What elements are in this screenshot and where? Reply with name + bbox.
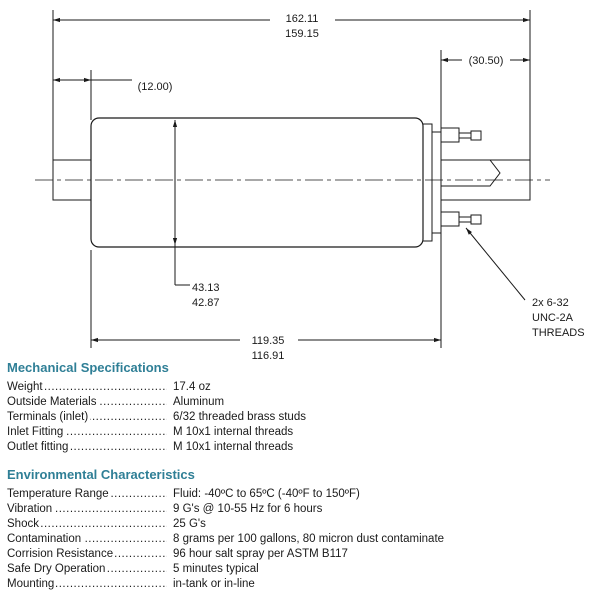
spec-row (7, 532, 597, 547)
spec-label: Outside Materials (7, 396, 97, 408)
spec-label: Temperature Range (7, 488, 109, 500)
threads-label-line1: 2x 6-32 (532, 297, 569, 309)
spec-value: 8 grams per 100 gallons, 80 micron dust contaminate (173, 533, 445, 545)
diameter-top-label: 43.13 (192, 282, 220, 294)
spec-row (7, 502, 597, 517)
spec-value: Fluid: -40ºC to 65ºC (-40ºF to 150ºF) (173, 488, 360, 500)
spec-label: Shock (7, 518, 39, 530)
spec-label: Mounting (7, 578, 55, 590)
spec-label: Weight (7, 381, 43, 393)
spec-value: 17.4 oz (173, 381, 211, 393)
environmental-characteristics (7, 467, 597, 592)
spec-label: Outlet fitting (7, 441, 69, 453)
overall-length-bottom-label: 159.15 (285, 28, 319, 40)
spec-row (7, 425, 597, 440)
body-length-top-label: 119.35 (251, 335, 285, 347)
outlet-length-label: (30.50) (468, 55, 504, 67)
spec-value: 5 minutes typical (173, 563, 259, 575)
spec-row (7, 487, 597, 502)
spec-row (7, 440, 597, 455)
overall-length-top-label: 162.11 (285, 13, 319, 25)
spec-value: M 10x1 internal threads (173, 441, 294, 453)
spec-row (7, 380, 597, 395)
mechanical-specifications (7, 360, 597, 455)
spec-label: Inlet Fitting (7, 426, 64, 438)
spec-label: Contamination (7, 533, 82, 545)
spec-value: 6/32 threaded brass studs (173, 411, 306, 423)
environmental-title: Environmental Characteristics (7, 467, 195, 482)
spec-value: M 10x1 internal threads (173, 426, 294, 438)
spec-value: 9 G's @ 10-55 Hz for 6 hours (173, 503, 323, 515)
threads-label-line3: THREADS (532, 327, 585, 339)
spec-row (7, 517, 597, 532)
mechanical-title: Mechanical Specifications (7, 360, 169, 375)
spec-row (7, 410, 597, 425)
diameter-bottom-label: 42.87 (192, 297, 220, 309)
spec-value: 96 hour salt spray per ASTM B117 (173, 548, 348, 560)
spec-label: Corrision Resistance (7, 548, 114, 560)
spec-label: Vibration (7, 503, 53, 515)
body-length-bottom-label: 116.91 (251, 350, 285, 360)
spec-label: Terminals (inlet) (7, 411, 89, 423)
spec-value: 25 G's (173, 518, 206, 530)
spec-value: Aluminum (173, 396, 225, 408)
spec-row (7, 395, 597, 410)
spec-row (7, 562, 597, 577)
spec-row (7, 577, 597, 592)
spec-row (7, 547, 597, 562)
spec-value: in-tank or in-line (173, 578, 255, 590)
spec-label: Safe Dry Operation (7, 563, 106, 575)
threads-label-line2: UNC-2A (532, 312, 573, 324)
inlet-length-label: (12.00) (137, 81, 173, 93)
